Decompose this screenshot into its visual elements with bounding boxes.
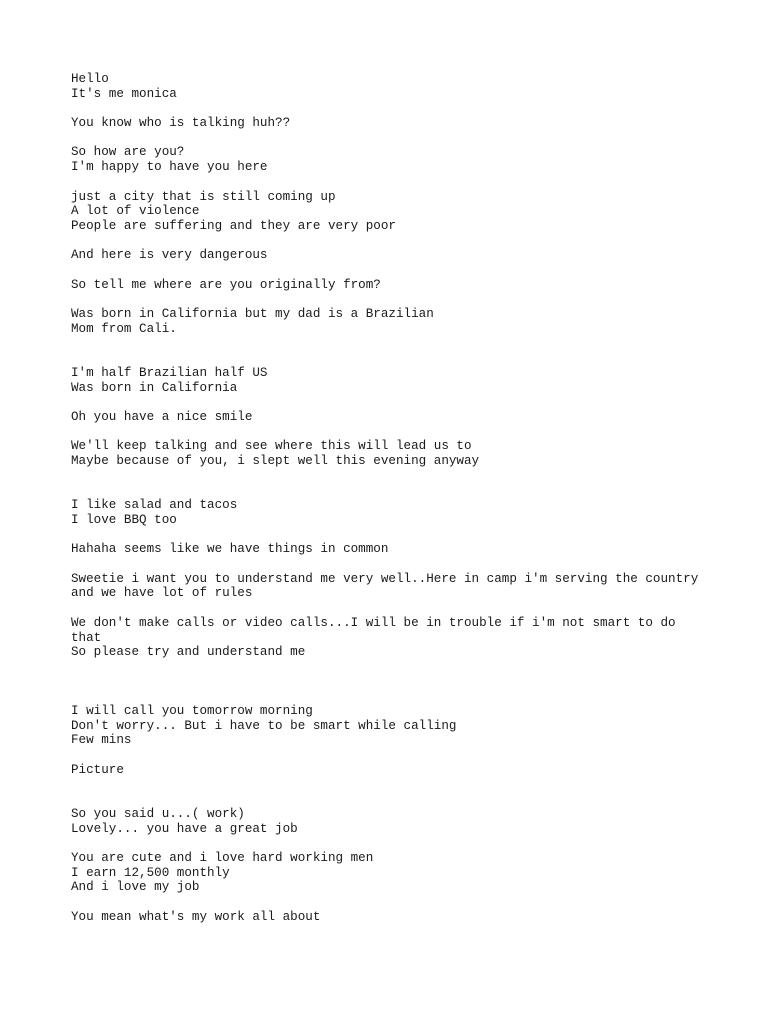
paragraph [71,542,711,557]
text-line: Lovely... you have a great job [71,821,298,836]
paragraph [71,410,711,425]
paragraph [71,572,711,601]
text-line: So how are you? [71,145,185,160]
paragraph [71,190,711,234]
text-line: I will call you tomorrow morning [71,704,313,719]
paragraph [71,498,711,527]
text-line: You mean what's my work all about [71,909,321,924]
paragraph [71,704,711,748]
text-line: that [71,630,102,645]
text-line: I like salad and tacos [71,498,238,513]
text-line: We'll keep talking and see where this will lead us to [71,439,472,454]
text-line: Oh you have a nice smile [71,410,253,425]
paragraph [71,763,711,778]
text-line: I'm happy to have you here [71,160,268,175]
text-line: Was born in California but my dad is a Brazilian [71,307,434,322]
text-line: So you said u...( work) [71,806,245,821]
paragraph [71,910,711,925]
text-line: Hahaha seems like we have things in common [71,542,389,557]
text-line: Hello [71,72,109,86]
paragraph [71,278,711,293]
text-line: just a city that is still coming up [71,189,336,204]
text-line: Few mins [71,733,132,748]
text-line: I love BBQ too [71,512,177,527]
paragraph [71,439,711,468]
text-line: and we have lot of rules [71,586,253,601]
text-line: We don't make calls or video calls...I will be in trouble if i'm not smart to do [71,615,676,630]
text-line: So tell me where are you originally from? [71,277,381,292]
text-line: Maybe because of you, i slept well this evening anyway [71,454,480,469]
text-line: Was born in California [71,380,238,395]
text-line: Sweetie i want you to understand me very well..Here in camp i'm serving the country [71,571,699,586]
paragraph [71,366,711,395]
paragraph [71,307,711,336]
paragraph [71,807,711,836]
text-line: Don't worry... But i have to be smart while calling [71,718,457,733]
paragraph [71,116,711,131]
paragraph [71,248,711,263]
paragraph [71,72,711,101]
document-page [71,72,711,925]
paragraph [71,145,711,174]
paragraph [71,616,711,660]
text-line: And here is very dangerous [71,248,268,263]
text-line: You are cute and i love hard working men [71,851,374,865]
text-line: Mom from Cali. [71,321,177,336]
text-line: A lot of violence [71,204,200,219]
text-line: I'm half Brazilian half US [71,365,268,380]
text-line: It's me monica [71,86,177,101]
text-line: So please try and understand me [71,645,306,660]
text-line: And i love my job [71,880,200,895]
text-line: You know who is talking huh?? [71,116,291,131]
text-line: People are suffering and they are very poor [71,218,396,233]
text-line: I earn 12,500 monthly [71,865,230,880]
text-line: Picture [71,762,124,777]
paragraph [71,851,711,895]
